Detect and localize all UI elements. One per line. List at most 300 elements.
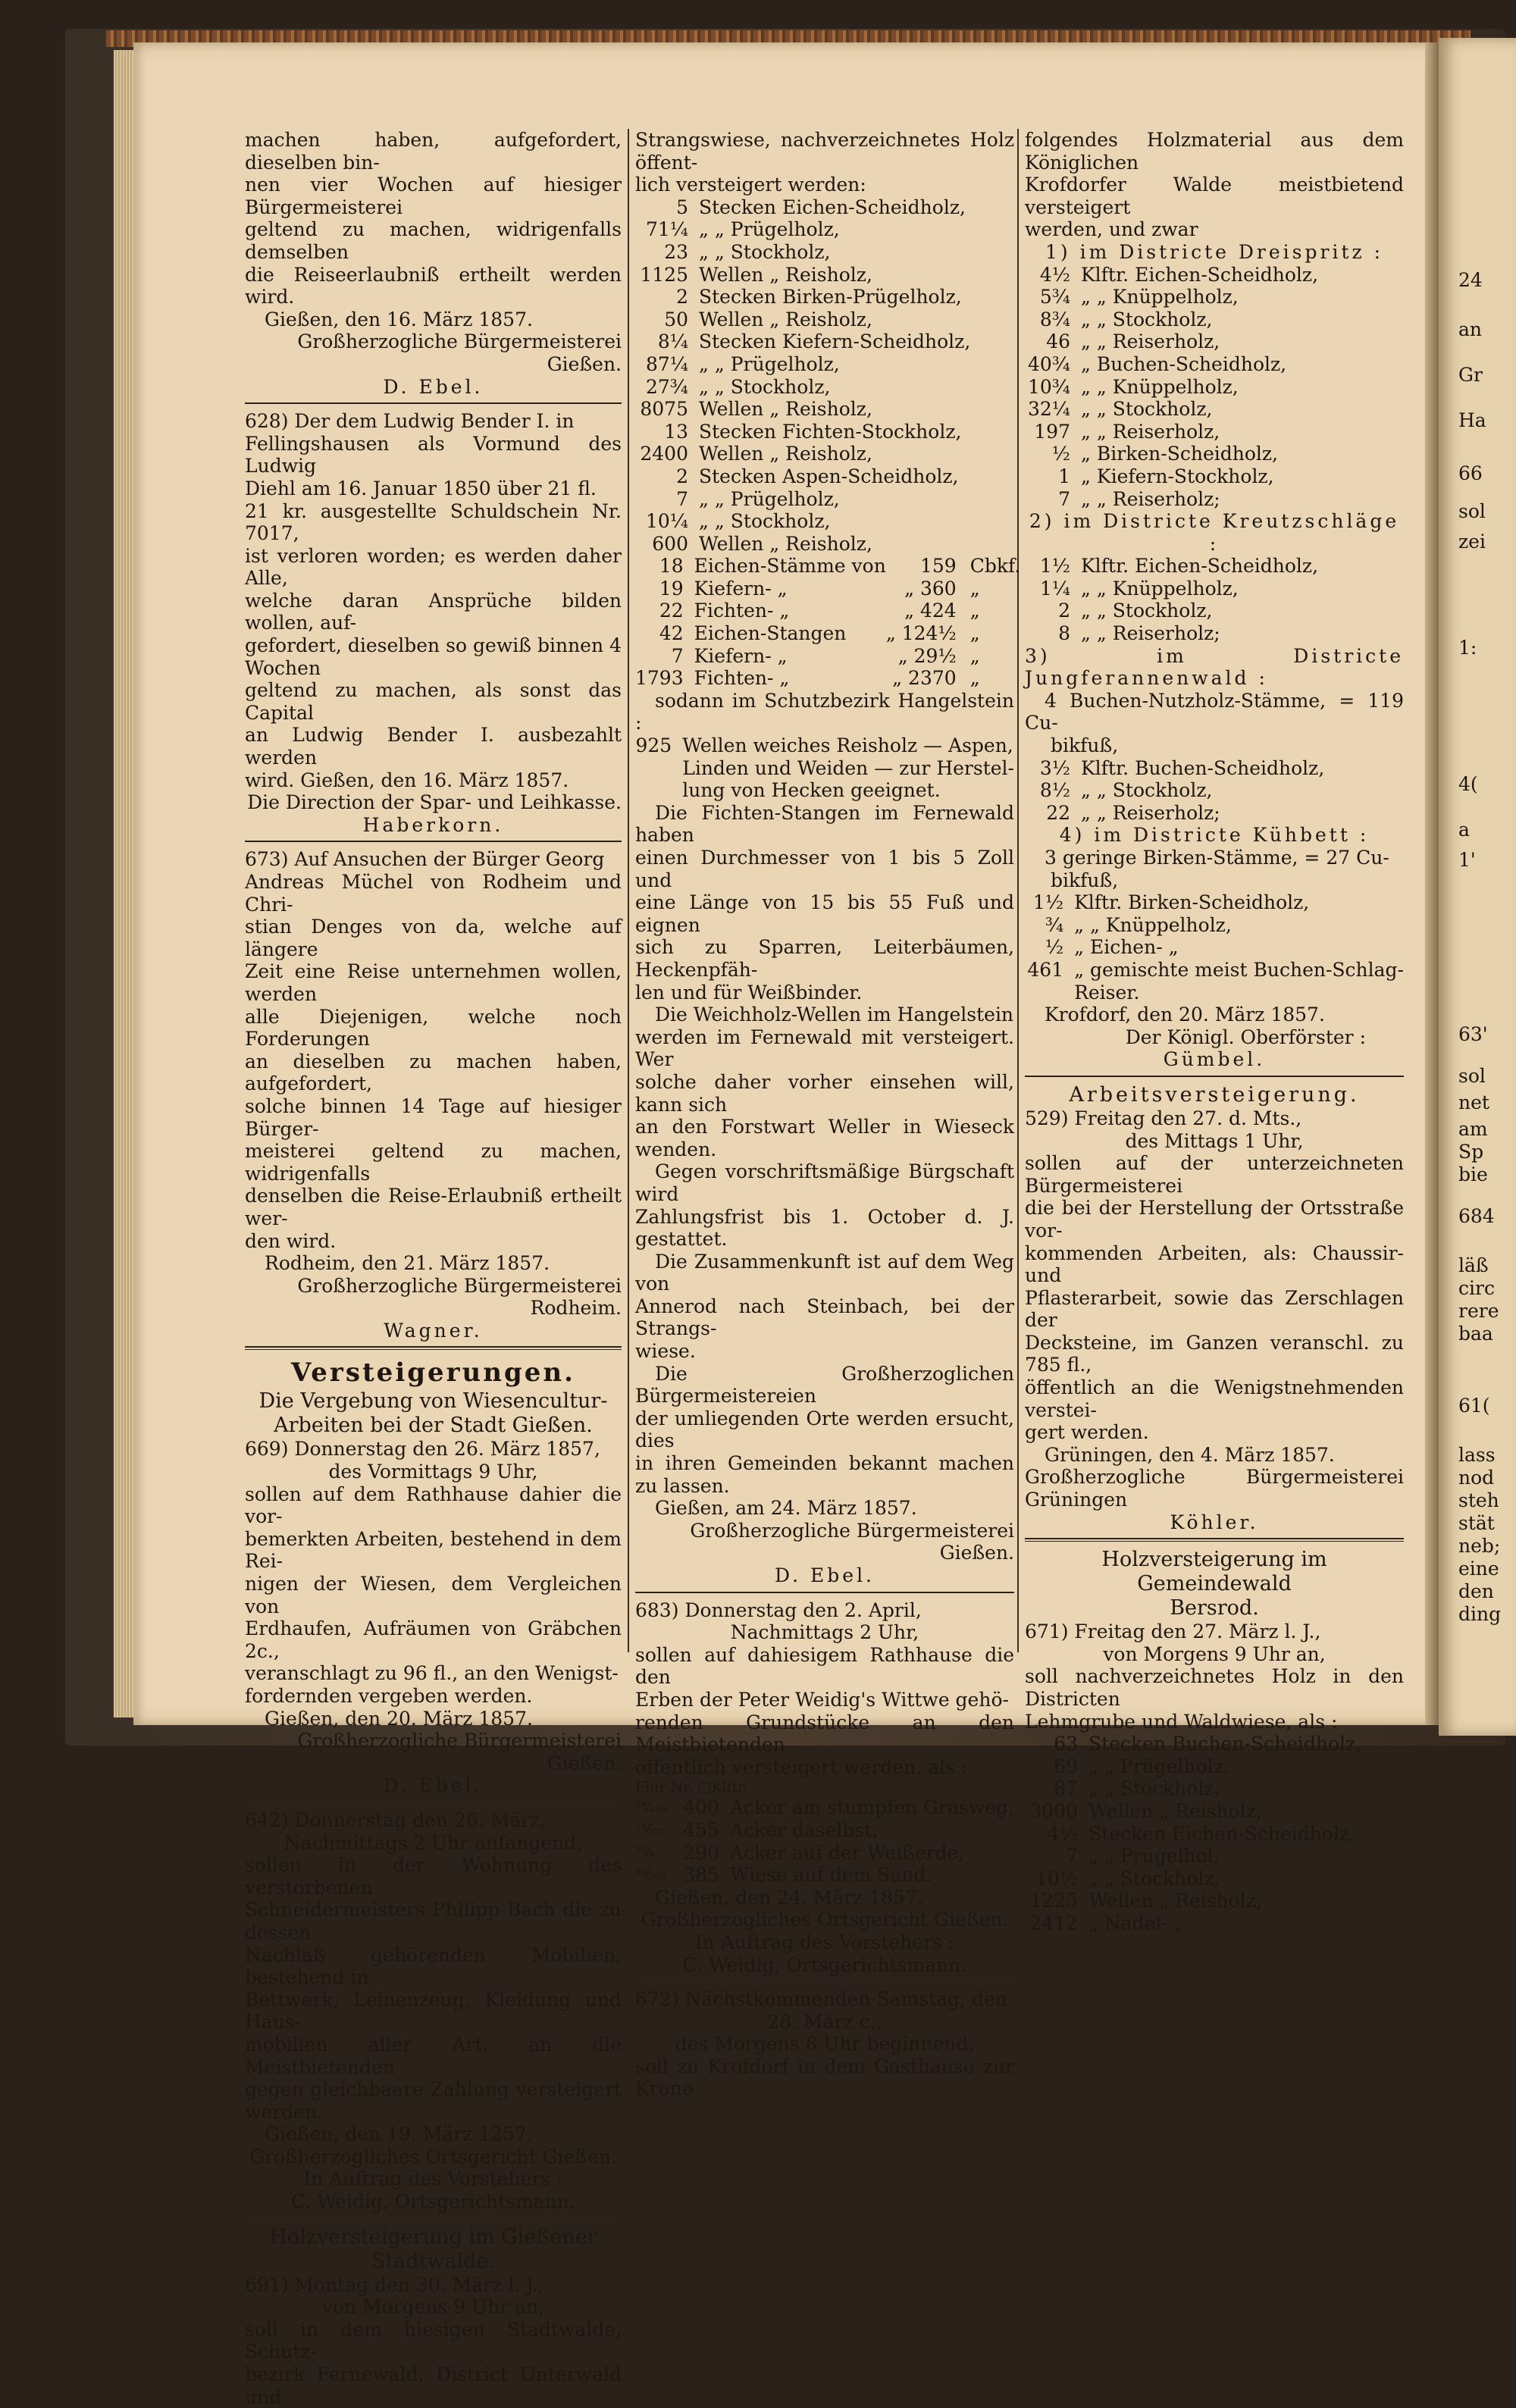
text-line: Annerod nach Steinbach, bei der Strangs- — [635, 1295, 1014, 1340]
quantity: 27¾ — [645, 375, 688, 398]
list-row — [1025, 1845, 1404, 1868]
item: „ Nadel- „ — [1088, 1912, 1184, 1934]
text-line: bikfuß, — [1051, 734, 1119, 757]
text-line: solche daher vorher einsehen will, kann sich — [635, 1070, 1014, 1116]
quantity: ½ — [1051, 443, 1070, 465]
text-line: Die Großherzoglichen Bürgermeistereien — [635, 1362, 1014, 1408]
quantity: 5 — [676, 196, 688, 218]
text-line: sodann im Schutzbezirk Hangelstein : — [635, 689, 1014, 734]
date-line: Krofdorf, den 20. März 1857. — [1045, 1004, 1325, 1026]
list-row — [1025, 757, 1404, 780]
divider — [245, 1802, 622, 1803]
item: „ „ Prügelholz, — [1088, 1755, 1229, 1777]
list-row — [635, 622, 1020, 645]
text-line: soll in dem hiesigen Stadtwalde, Schutz- — [245, 2318, 622, 2363]
list-row — [635, 1819, 1014, 1842]
list-row — [1025, 465, 1404, 488]
text-line: len und für Weißbinder. — [635, 981, 863, 1004]
quantity: 3½ — [1039, 756, 1070, 779]
list-row — [1025, 1777, 1404, 1800]
facing-page-fragment: zei — [1458, 531, 1486, 553]
item: Klftr. Birken-Scheidholz, — [1074, 891, 1310, 914]
text-line: Diehl am 16. Januar 1850 über 21 fl. — [245, 477, 597, 499]
subheading: Holzversteigerung im Gießener — [269, 2225, 597, 2249]
quantity: 87 — [1054, 1777, 1078, 1800]
quantity: 461 — [1027, 958, 1064, 981]
text-line: sollen auf dem Rathhause dahier die vor- — [245, 1483, 622, 1528]
unit: „ — [969, 577, 980, 600]
authority-line: Der Königl. Oberförster : — [1125, 1026, 1366, 1048]
list-row — [635, 353, 1014, 376]
column-3 — [1025, 129, 1404, 1935]
quantity: 1125 — [640, 263, 688, 286]
quantity: 10½ — [1035, 1867, 1078, 1890]
signature: C. Weidig, Ortsgerichtsmann. — [291, 2190, 575, 2213]
item: Linden und Weiden — zur Herstel- — [682, 756, 1014, 779]
text-line: Bettwerk, Leinenzeug, Kleidung und Haus- — [245, 1988, 622, 2034]
page-stack-edge — [114, 50, 135, 1718]
item: „ „ Reiserholz, — [1081, 330, 1220, 353]
volume: „ 360 — [904, 577, 957, 600]
item: „ „ Stockholz, — [1088, 1777, 1220, 1800]
text-line: 642) Donnerstag den 26. März, — [245, 1808, 547, 1831]
facing-page-fragment: 1' — [1458, 849, 1476, 871]
text-line: werden im Fernewald mit versteigert. Wer — [635, 1026, 1014, 1071]
facing-page-fragment: a — [1458, 819, 1470, 841]
text-line: Die Fichten-Stangen im Fernewald haben — [635, 801, 1014, 847]
subheading: Arbeiten bei der Stadt Gießen. — [274, 1414, 593, 1438]
quantity: 2400 — [640, 443, 688, 465]
unit: „ — [969, 644, 980, 667]
text-line: 671) Freitag den 27. März l. J., — [1025, 1620, 1321, 1643]
list-row — [1025, 376, 1404, 399]
quantity: 46 — [1046, 330, 1070, 353]
district-heading: 2) im Districte Kreutzschläge : — [1029, 510, 1400, 555]
authority-line: Die Direction der Spar- und Leihkasse. — [247, 791, 622, 814]
quantity: 4½ — [1047, 1822, 1078, 1845]
text-line: Zeit eine Reise unternehmen wollen, werden — [245, 960, 622, 1005]
text-line: 3 geringe Birken-Stämme, = 27 Cu- — [1045, 847, 1389, 869]
item: Eichen-Stangen — [694, 622, 847, 645]
quantity: 2412 — [1029, 1912, 1078, 1934]
date-line: Grüningen, den 4. März 1857. — [1045, 1443, 1335, 1466]
text-line: an Ludwig Bender I. ausbezahlt werden — [245, 724, 622, 769]
signature: D. Ebel. — [774, 1564, 875, 1586]
volume: „ 424 — [904, 600, 957, 622]
item: „ „ Stockholz, — [699, 510, 831, 533]
text-line: 669) Donnerstag den 26. März 1857, — [245, 1438, 600, 1461]
authority-line: Großherzogliche Bürgermeisterei Gießen. — [690, 1519, 1014, 1564]
item: „ „ Stockholz, — [699, 240, 831, 263]
text-line: 673) Auf Ansuchen der Bürger Georg — [245, 848, 605, 871]
text-line: öffentlich versteigert werden, als : — [635, 1755, 968, 1778]
list-row — [635, 667, 1020, 690]
description: Acker am stumpfen Grasweg, — [729, 1796, 1014, 1819]
quantity: 1793 — [635, 667, 684, 690]
list-row — [1025, 959, 1404, 982]
quantity: 63 — [1054, 1733, 1078, 1755]
facing-page — [1439, 38, 1516, 1736]
text-line: 529) Freitag den 27. d. Mts., — [1025, 1107, 1302, 1129]
subheading: Stadtwalde. — [371, 2249, 496, 2273]
item: „ Eichen- „ — [1074, 936, 1179, 959]
parcel-number: ²⁴⁄₂₁₆ — [635, 1799, 667, 1816]
item: Wellen „ Reisholz, — [699, 308, 872, 330]
facing-page-fragment: ding — [1458, 1603, 1502, 1625]
section-heading: Versteigerungen. — [291, 1357, 575, 1389]
text-line: Andreas Müchel von Rodheim und Chri- — [245, 871, 622, 916]
list-row — [1025, 622, 1404, 645]
date-line: Rodheim, den 21. März 1857. — [265, 1252, 550, 1275]
quantity: 22 — [659, 600, 684, 622]
signature: Gümbel. — [1163, 1048, 1266, 1071]
date-line: Gießen, den 24. März 1857. — [655, 1886, 923, 1909]
quantity: 22 — [1046, 801, 1070, 824]
quantity: 925 — [635, 734, 672, 757]
facing-page-fragment: baa — [1458, 1323, 1493, 1345]
list-row — [635, 488, 1014, 511]
quantity: 71¼ — [645, 218, 688, 241]
list-row — [635, 241, 1014, 264]
item: „ „ Reiserholz, — [1081, 420, 1220, 443]
quantity: 23 — [664, 240, 688, 263]
list-row — [635, 286, 1014, 308]
list-row — [1025, 914, 1404, 937]
subheading: Holzversteigerung im Gemeindewald — [1101, 1548, 1327, 1596]
item: Klftr. Eichen-Scheidholz, — [1081, 555, 1319, 578]
date-line: Gießen, den 20. März 1857. — [265, 1707, 533, 1730]
facing-page-fragment: 63' — [1458, 1023, 1488, 1045]
text-line: ist verloren worden; es werden daher Alle, — [245, 544, 622, 590]
text-line: folgendes Holzmaterial aus dem Königlichen — [1025, 129, 1404, 174]
list-row — [1025, 308, 1404, 331]
text-line: die bei der Herstellung der Ortsstraße vor- — [1025, 1197, 1404, 1242]
text-line: mobilien aller Art, an die Meistbietenden — [245, 2033, 622, 2078]
quantity: 13 — [664, 420, 688, 443]
text-line: bemerkten Arbeiten, bestehend in dem Rei- — [245, 1527, 622, 1573]
area: 290 — [683, 1841, 719, 1864]
quantity: 7 — [1058, 487, 1070, 510]
item: „ Birken-Scheidholz, — [1081, 443, 1278, 465]
list-row — [635, 533, 1014, 556]
item: „ Kiefern-Stockholz, — [1081, 465, 1274, 487]
text-line: 4 Buchen-Nutzholz-Stämme, = 119 Cu- — [1025, 689, 1404, 734]
unit: „ — [969, 622, 980, 645]
facing-page-fragment: neb; — [1458, 1535, 1501, 1557]
quantity — [1025, 982, 1074, 1004]
district-heading: 4) im Districte Kühbett : — [1059, 824, 1370, 847]
list-row — [635, 600, 1020, 622]
text-line: 628) Der dem Ludwig Bender I. in — [245, 410, 575, 433]
notice-683 — [635, 1599, 1014, 1977]
notice-671 — [1025, 1548, 1404, 1934]
text-line: nigen der Wiesen, dem Vergleichen von — [245, 1573, 622, 1617]
list-row — [635, 264, 1014, 287]
text-line: Pflasterarbeit, sowie das Zerschlagen der — [1025, 1286, 1404, 1332]
hangelstein-list — [635, 734, 1014, 802]
wood-list — [1025, 1733, 1404, 1934]
facing-page-fragment: sol — [1458, 500, 1486, 522]
text-line: alle Diejenigen, welche noch Forderungen — [245, 1005, 622, 1051]
text-line: Nachlaß gehörenden Mobilien, bestehend in — [245, 1943, 622, 1989]
text-line: bezirk Fernewald, District Unterwald und — [245, 2363, 622, 2408]
item: „ „ Prügelholz, — [699, 352, 840, 375]
list-row — [635, 510, 1014, 533]
quantity: 8¾ — [1039, 308, 1070, 330]
notice-642 — [245, 1809, 622, 2213]
list-row — [1025, 802, 1404, 825]
quantity: 1¼ — [1039, 577, 1070, 600]
divider — [245, 402, 622, 404]
item: „ „ Prügelholz, — [699, 218, 840, 241]
text-line: Nachmittags 2 Uhr anfangend, — [283, 1831, 583, 1854]
item: Wellen weiches Reisholz — Aspen, — [682, 734, 1013, 757]
list-row — [635, 555, 1020, 578]
list-row — [635, 421, 1014, 443]
text-line: meisterei geltend zu machen, widrigenfalls — [245, 1140, 622, 1185]
quantity: 87¼ — [645, 352, 688, 375]
list-row — [635, 398, 1014, 421]
item: „ „ Stockholz, — [1081, 398, 1213, 421]
authority-line: Großherzogliche Bürgermeisterei Rodheim. — [297, 1274, 622, 1320]
item: Kiefern- „ — [694, 644, 788, 667]
list-row — [1025, 600, 1404, 622]
parcel-list — [635, 1796, 1014, 1886]
text-line: sollen in der Wohnung des verstorbenen — [245, 1854, 622, 1899]
quantity: 5¾ — [1039, 286, 1070, 308]
facing-page-fragment: lass — [1458, 1444, 1496, 1466]
quantity: 1½ — [1032, 891, 1064, 914]
signature: C. Weidig, Ortsgerichtsmann. — [682, 1953, 967, 1976]
text-line: fordernden vergeben werden. — [245, 1685, 533, 1707]
list-row — [635, 1842, 1014, 1865]
text-line: renden Grundstücke an den Meistbietenden — [635, 1711, 1014, 1756]
item: Stecken Eichen-Scheidholz, — [699, 196, 966, 218]
notice-673 — [245, 848, 622, 1342]
volume: 159 — [919, 555, 957, 578]
text-line: öffentlich an die Wenigstnehmenden verstei- — [1025, 1376, 1404, 1421]
authority-line: In Auftrag des Vorstehers : — [694, 1930, 955, 1953]
text-line: gefordert, dieselben so gewiß binnen 4 Wochen — [245, 634, 622, 679]
item: Wellen „ Reisholz, — [1088, 1890, 1262, 1912]
divider — [1025, 1076, 1404, 1077]
item: Wellen „ Reisholz, — [699, 532, 872, 555]
text-line: kommenden Arbeiten, als: Chaussir- und — [1025, 1242, 1404, 1287]
area: 400 — [683, 1796, 719, 1819]
quantity: 2 — [1058, 600, 1070, 622]
facing-page-fragment: läß — [1458, 1254, 1489, 1276]
district-list — [1025, 891, 1404, 1004]
list-row — [1025, 982, 1404, 1004]
facing-page-fragment: Gr — [1458, 364, 1483, 386]
quantity: 18 — [659, 555, 684, 578]
text-line: Nachmittags 2 Uhr, — [730, 1621, 919, 1644]
list-row — [635, 1864, 1014, 1887]
text-line: geltend zu machen, widrigenfalls demselben — [245, 218, 622, 263]
subheading: Bersrod. — [1170, 1596, 1259, 1620]
facing-page-fragment: 1: — [1458, 637, 1477, 659]
list-row — [635, 196, 1014, 219]
quantity: 2 — [676, 286, 688, 308]
item: „ „ Prügelhol, — [1088, 1845, 1220, 1868]
quantity: 8075 — [640, 398, 688, 421]
text-line: von Morgens 9 Uhr an, — [321, 2296, 545, 2319]
item: Wellen „ Reisholz, — [1088, 1799, 1262, 1822]
quantity: 1 — [1058, 465, 1070, 487]
text-line: Die Zusammenkunft ist auf dem Weg von — [635, 1250, 1014, 1295]
quantity: 600 — [652, 532, 688, 555]
facing-page-fragment: 24 — [1458, 269, 1483, 291]
notice-529 — [1025, 1107, 1404, 1533]
list-row — [1025, 264, 1404, 287]
item: „ Buchen-Scheidholz, — [1081, 352, 1287, 375]
facing-page-fragment: bie — [1458, 1163, 1488, 1185]
item: Stecken Kiefern-Scheidholz, — [699, 330, 971, 353]
list-row — [1025, 330, 1404, 353]
list-row — [1025, 286, 1404, 308]
list-row — [1025, 1800, 1404, 1823]
column-1 — [245, 129, 622, 2408]
list-row — [1025, 488, 1404, 511]
quantity: 10¼ — [645, 510, 688, 533]
quantity: 1½ — [1039, 555, 1070, 578]
quantity: 10¾ — [1027, 375, 1070, 398]
text-line: machen haben, aufgefordert, dieselben bin- — [245, 129, 622, 174]
text-line: den wird. — [245, 1229, 337, 1252]
text-line: des Mittags 1 Uhr, — [1125, 1129, 1304, 1152]
text-line: 21 kr. ausgestellte Schuldschein Nr. 7017, — [245, 499, 622, 545]
column-2 — [635, 129, 1021, 2100]
item: „ „ Stockholz, — [1081, 308, 1213, 330]
list-row — [635, 330, 1014, 353]
column-rule-2 — [1017, 129, 1019, 1652]
authority-line: In Auftrag des Vorstehers : — [303, 2168, 563, 2190]
quantity: 3000 — [1029, 1799, 1078, 1822]
quantity: 1225 — [1029, 1890, 1078, 1912]
section-heading: Arbeitsversteigerung. — [1069, 1082, 1360, 1107]
list-row — [635, 376, 1014, 399]
text-line: Decksteine, im Ganzen veranschl. zu 785 fl., — [1025, 1331, 1404, 1376]
item: Wellen „ Reisholz, — [699, 398, 872, 421]
signature: Wagner. — [384, 1319, 483, 1342]
facing-page-fragment: 61( — [1458, 1395, 1490, 1417]
volume: „ 2370 — [892, 667, 957, 690]
item: Kiefern- „ — [694, 577, 788, 600]
volume: „ 29½ — [897, 644, 957, 667]
item: „ „ Stockholz, — [699, 375, 831, 398]
text-line: wird. Gießen, den 16. März 1857. — [245, 769, 569, 791]
text-line: Fellingshausen als Vormund des Ludwig — [245, 432, 622, 478]
facing-page-fragment: an — [1458, 318, 1483, 340]
item: Stecken Birken-Prügelholz, — [699, 286, 962, 308]
item: Wellen „ Reisholz, — [699, 443, 872, 465]
item: „ „ Knüppelholz, — [1081, 375, 1239, 398]
text-line: denselben die Reise-Erlaubniß ertheilt wer- — [245, 1185, 622, 1229]
item: „ gemischte meist Buchen-Schlag- — [1074, 958, 1404, 981]
list-row — [1025, 1890, 1404, 1912]
facing-page-fragment: Sp — [1458, 1141, 1484, 1163]
text-line: Lehmgrube und Waldwiese, als : — [1025, 1710, 1338, 1733]
facing-page-fragment: 4( — [1458, 773, 1478, 795]
district-list — [1025, 264, 1404, 511]
quantity: 8¼ — [657, 330, 688, 353]
unit: Cbkf. — [969, 555, 1021, 578]
quantity: 197 — [1034, 420, 1070, 443]
text-line: welche daran Ansprüche bilden wollen, auf- — [245, 589, 622, 634]
item: Klftr. Eichen-Scheidholz, — [1081, 263, 1319, 286]
facing-page-fragment: circ — [1458, 1277, 1495, 1299]
text-line: der umliegenden Orte werden ersucht, dies — [635, 1407, 1014, 1452]
divider — [245, 841, 622, 842]
list-row — [635, 308, 1014, 331]
signature: D. Ebel. — [383, 1774, 484, 1797]
text-line: gegen gleichbaare Zahlung versteigert werden. — [245, 2078, 622, 2123]
item: „ „ Reiserholz; — [1081, 622, 1220, 645]
text-line: in ihren Gemeinden bekannt machen zu lassen. — [635, 1452, 1014, 1497]
date-line: Gießen, den 16. März 1857. — [265, 308, 533, 330]
quantity: 32¼ — [1027, 398, 1070, 421]
list-row — [635, 443, 1014, 465]
item: Stecken Aspen-Scheidholz, — [699, 465, 959, 487]
parcel-number: ²⁹⁄₄ — [635, 1843, 656, 1861]
text-line: Erdhaufen, Aufräumen von Gräbchen 2c., — [245, 1617, 622, 1662]
area: 455 — [683, 1818, 719, 1841]
quantity: ½ — [1045, 936, 1064, 959]
item: Fichten- „ — [694, 600, 790, 622]
facing-page-fragment: stät — [1458, 1512, 1495, 1534]
divider — [635, 1592, 1014, 1593]
item: „ „ Stockholz, — [1081, 600, 1213, 622]
notice-628 — [245, 410, 622, 836]
signature: Haberkorn. — [362, 813, 504, 836]
text-line: an dieselben zu machen haben, aufgefordert, — [245, 1050, 622, 1095]
facing-page-fragment: net — [1458, 1091, 1489, 1113]
facing-page-fragment: den — [1458, 1580, 1494, 1602]
quantity: 2 — [676, 465, 688, 487]
text-line: soll zu Krofdorf in dem Gasthause zur Krone — [635, 2055, 1014, 2100]
text-line: lich versteigert werden: — [635, 174, 866, 196]
quantity: 7 — [671, 644, 684, 667]
facing-page-fragment: rere — [1458, 1300, 1499, 1322]
text-line: Schneidermeisters Philipp Bach die zu dessen — [245, 1899, 622, 1943]
volume: „ 124½ — [885, 622, 957, 645]
list-row — [635, 218, 1014, 241]
authority-line: Großherzogliches Ortsgericht Gießen. — [249, 2145, 617, 2168]
stems-list — [635, 555, 1020, 690]
item: Stecken Fichten-Stockholz, — [699, 420, 962, 443]
text-line: 691) Montag den 30. März l. J., — [245, 2273, 545, 2296]
text-line: gert werden. — [1025, 1421, 1149, 1444]
text-line: Erben der Peter Weidig's Wittwe gehö- — [635, 1688, 1009, 1711]
column-rule-1 — [628, 129, 629, 1652]
item: „ „ Prügelholz, — [699, 487, 840, 510]
item: Wellen „ Reisholz, — [699, 263, 872, 286]
unit: „ — [969, 600, 980, 622]
description: Acker auf der Weißerde, — [729, 1841, 965, 1864]
parcel-number: ²⁴⁄₂₂₇ — [635, 1821, 667, 1838]
item: „ „ Knüppelholz, — [1074, 913, 1232, 936]
text-line: 683) Donnerstag den 2. April, — [635, 1599, 922, 1621]
list-row — [1025, 779, 1404, 802]
double-divider — [1025, 1538, 1404, 1542]
text-line: Zahlungsfrist bis 1. October d. J. gestattet. — [635, 1205, 1014, 1251]
list-row — [635, 1796, 1014, 1819]
text-line: stian Denges von da, welche auf längere — [245, 916, 622, 960]
quantity: 4½ — [1039, 263, 1070, 286]
item: „ „ Knüppelholz, — [1081, 577, 1239, 600]
quantity: 19 — [659, 577, 684, 600]
item: Fichten- „ — [694, 667, 790, 690]
